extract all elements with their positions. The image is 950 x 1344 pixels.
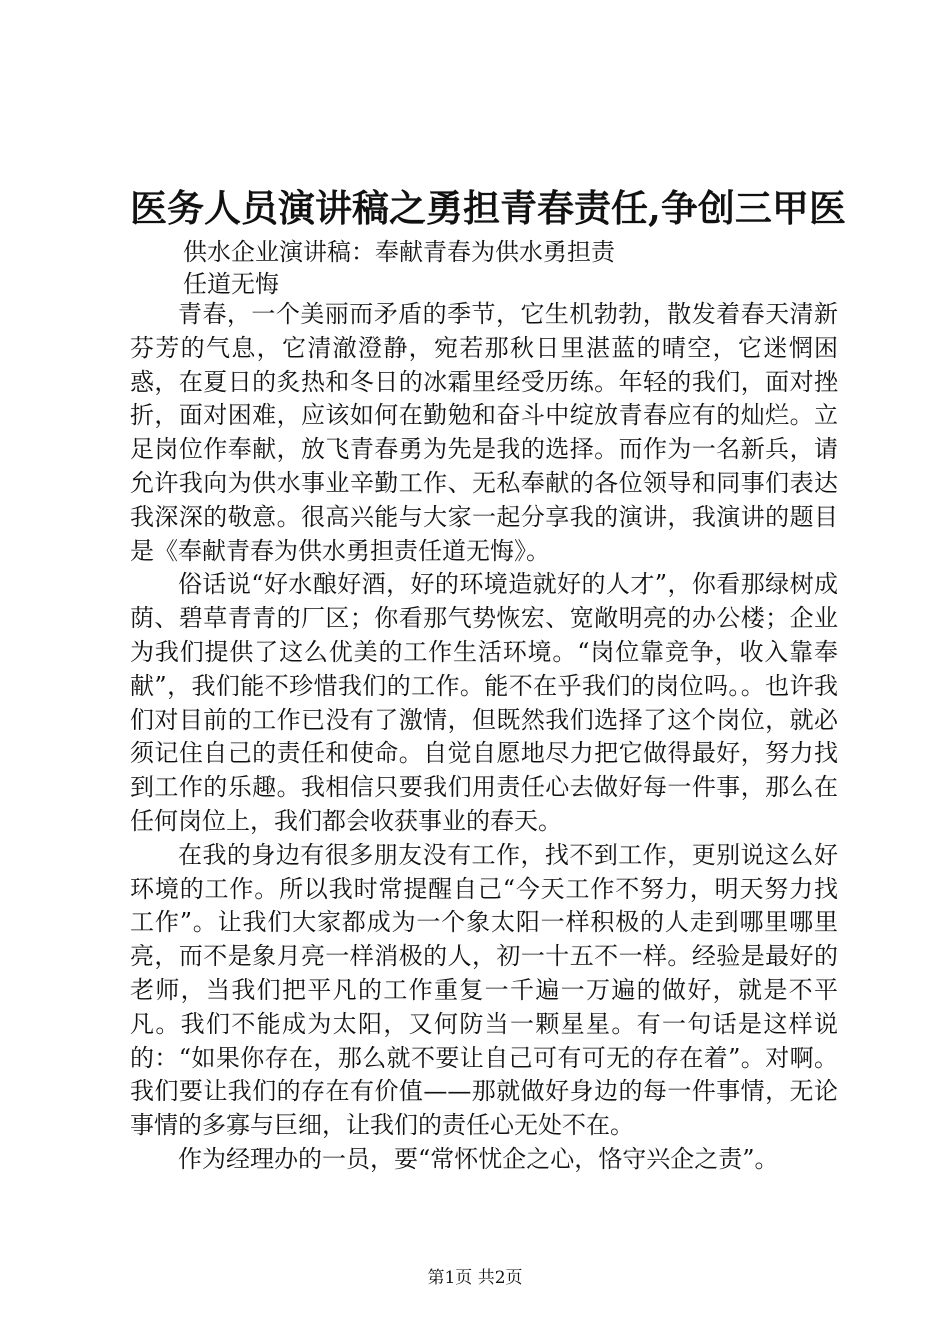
body-paragraph: 俗话说“好水酿好酒，好的环境造就好的人才”，你看那绿树成荫、碧草青青的厂区；你看那气势恢宏、宽敞明亮的办公楼；企业为我们提供了这么优美的工作生活环境。“岗位靠竞争，收入靠奉献”，我们能不珍惜我们的工作。能不在乎我们的岗位吗。。也许我们对目前的工作已没有了激情，但既然我们选择了这个岗位，就必须记住自己的责任和使命。自觉自愿地尽力把它做得最好，努力找到工作的乐趣。我相信只要我们用责任心去做好每一件事，那么在任何岗位上，我们都会收获事业的春天。 (130, 570, 838, 835)
document-body (130, 298, 838, 1177)
document-title: 医务人员演讲稿之勇担青春责任,争创三甲医 (130, 186, 846, 230)
body-paragraph: 作为经理办的一员，要“常怀忧企之心，恪守兴企之责”。 (178, 1144, 779, 1173)
body-paragraph: 在我的身边有很多朋友没有工作，找不到工作，更别说这么好环境的工作。所以我时常提醒自己“今天工作不努力，明天努力找工作”。让我们大家都成为一个象太阳一样积极的人走到哪里哪里亮，而不是象月亮一样消极的人，初一十五不一样。经验是最好的老师，当我们把平凡的工作重复一千遍一万遍的做好，就是不平凡。我们不能成为太阳，又何防当一颗星星。有一句话是这样说的：“如果你存在，那么就不要让自己可有可无的存在着”。对啊。我们要让我们的存在有价值——那就做好身边的每一件事情，无论事情的多寡与巨细，让我们的责任心无处不在。 (130, 840, 838, 1140)
body-paragraph: 青春，一个美丽而矛盾的季节，它生机勃勃，散发着春天清新芬芳的气息，它清澈澄静，宛若那秋日里湛蓝的晴空，它迷惘困惑，在夏日的炙热和冬日的冰霜里经受历练。年轻的我们，面对挫折，面对困难，应该如何在勤勉和奋斗中绽放青春应有的灿烂。立足岗位作奉献，放飞青春勇为先是我的选择。而作为一名新兵，请允许我向为供水事业辛勤工作、无私奉献的各位领导和同事们表达我深深的敬意。很高兴能与大家一起分享我的演讲，我演讲的题目是《奉献青春为供水勇担责任道无悔》。 (130, 300, 838, 565)
page-number-footer: 第1页 共2页 (427, 1268, 523, 1288)
subtitle-line-2: 任道无悔 (183, 270, 279, 298)
document-subtitle (183, 236, 843, 300)
subtitle-line-1: 供水企业演讲稿：奉献青春为供水勇担责 (183, 238, 615, 266)
